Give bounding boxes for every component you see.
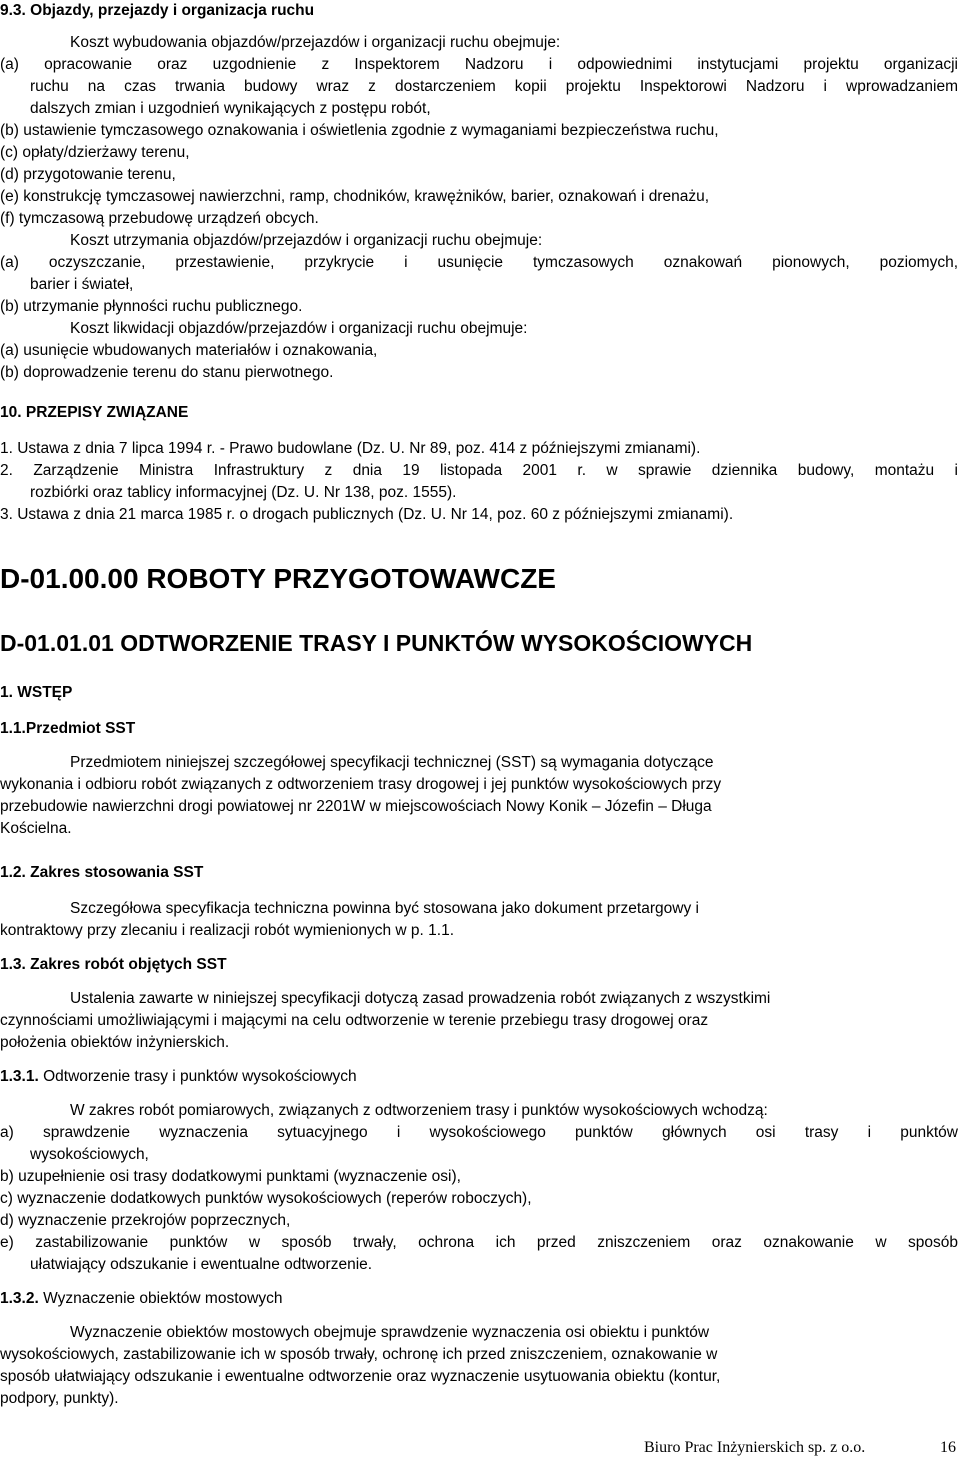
list-item: b) uzupełnienie osi trasy dodatkowymi punktami (wyznaczenie osi),: [0, 1168, 461, 1185]
list-item: a) sprawdzenie wyznaczenia sytuacyjnego i wysokościowego punktów głównych osi trasy i punktów: [0, 1124, 958, 1141]
chapter-heading: D-01.00.00 ROBOTY PRZYGOTOWAWCZE: [0, 563, 556, 594]
section-heading-1-3-2: [0, 1288, 282, 1310]
paragraph-line: wykonania i odbioru robót związanych z odtworzeniem trasy drogowej i jej punktów wysokościowych przy: [0, 776, 722, 793]
list-item: (a) usunięcie wbudowanych materiałów i oznakowania,: [0, 342, 378, 359]
subchapter-heading: D-01.01.01 ODTWORZENIE TRASY I PUNKTÓW WYSOKOŚCIOWYCH: [0, 630, 753, 656]
footer-company: Biuro Prac Inżynierskich sp. z o.o.: [644, 1439, 866, 1456]
reference-item: 2. Zarządzenie Ministra Infrastruktury z dnia 19 listopada 2001 r. w sprawie dziennika budowy, montażu i: [0, 462, 958, 479]
list-item: c) wyznaczenie dodatkowych punktów wysokościowych (reperów roboczych),: [0, 1190, 532, 1207]
list-item: (d) przygotowanie terenu,: [0, 166, 176, 183]
list-item: (c) opłaty/dzierżawy terenu,: [0, 144, 190, 161]
list-item: (b) doprowadzenie terenu do stanu pierwotnego.: [0, 364, 334, 381]
paragraph-line: podpory, punkty).: [0, 1390, 119, 1407]
paragraph-intro: Koszt likwidacji objazdów/przejazdów i organizacji ruchu obejmuje:: [70, 320, 528, 337]
list-item-continuation: ruchu na czas trwania budowy wraz z dostarczeniem kopii projektu Inspektorowi Nadzoru i wprowadzaniem: [30, 78, 958, 95]
list-item-continuation: wysokościowych,: [30, 1146, 149, 1163]
list-item: (b) utrzymanie płynności ruchu publicznego.: [0, 298, 303, 315]
section-number: 1.3.1.: [0, 1068, 39, 1085]
paragraph-line: kontraktowy przy zlecaniu i realizacji robót wymienionych w p. 1.1.: [0, 922, 454, 939]
paragraph-line: czynnościami umożliwiającymi i mającymi na celu odtworzenie w terenie przebiegu trasy drogowej oraz: [0, 1012, 709, 1029]
reference-item: 3. Ustawa z dnia 21 marca 1985 r. o drogach publicznych (Dz. U. Nr 14, poz. 60 z późniejszymi zmianami).: [0, 506, 734, 523]
list-item-continuation: dalszych zmian i uzgodnień wynikających z postępu robót,: [30, 100, 431, 117]
paragraph-line: wysokościowych, zastabilizowanie ich w sposób trwały, ochronę ich przed zniszczeniem, oznakowanie w: [0, 1346, 718, 1363]
section-heading-1-1: 1.1.Przedmiot SST: [0, 720, 136, 737]
paragraph-intro: Koszt utrzymania objazdów/przejazdów i organizacji ruchu obejmuje:: [70, 232, 543, 249]
section-title: Wyznaczenie obiektów mostowych: [38, 1290, 283, 1307]
paragraph-intro: W zakres robót pomiarowych, związanych z odtworzeniem trasy i punktów wysokościowych wchodzą:: [70, 1102, 768, 1119]
reference-item: 1. Ustawa z dnia 7 lipca 1994 r. - Prawo budowlane (Dz. U. Nr 89, poz. 414 z późniejszymi zmianami).: [0, 440, 701, 457]
section-heading-1-3: 1.3. Zakres robót objętych SST: [0, 956, 227, 973]
paragraph-line: położenia obiektów inżynierskich.: [0, 1034, 230, 1051]
section-title: Odtworzenie trasy i punktów wysokościowych: [38, 1068, 357, 1085]
list-item: (a) oczyszczanie, przestawienie, przykrycie i usunięcie tymczasowych oznakowań pionowych, poziomych,: [0, 254, 958, 271]
list-item-continuation: ułatwiający odszukanie i ewentualne odtworzenie.: [30, 1256, 373, 1273]
paragraph-line: przebudowie nawierzchni drogi powiatowej nr 2201W w miejscowościach Nowy Konik – Józefin – Długa: [0, 798, 712, 815]
list-item-continuation: barier i świateł,: [30, 276, 134, 293]
section-heading-9-3: 9.3. Objazdy, przejazdy i organizacja ruchu: [0, 2, 315, 19]
paragraph-line: Kościelna.: [0, 820, 72, 837]
list-item: (f) tymczasową przebudowę urządzeń obcych.: [0, 210, 319, 227]
footer-page-number: 16: [940, 1439, 956, 1456]
paragraph-line: sposób ułatwiający odszukanie i ewentualne odtworzenie oraz wyznaczenie usytuowania obiektu (kontur,: [0, 1368, 721, 1385]
paragraph-line: Wyznaczenie obiektów mostowych obejmuje sprawdzenie wyznaczenia osi obiektu i punktów: [70, 1324, 710, 1341]
reference-item-continuation: rozbiórki oraz tablicy informacyjnej (Dz. U. Nr 138, poz. 1555).: [30, 484, 457, 501]
section-number: 1.3.2.: [0, 1290, 39, 1307]
section-heading-wstep: 1. WSTĘP: [0, 684, 73, 701]
paragraph-line: Przedmiotem niniejszej szczegółowej specyfikacji technicznej (SST) są wymagania dotyczące: [70, 754, 714, 771]
list-item: (e) konstrukcję tymczasowej nawierzchni, ramp, chodników, krawężników, barier, oznakowań i drenażu,: [0, 188, 710, 205]
list-item: e) zastabilizowanie punktów w sposób trwały, ochrona ich przed zniszczeniem oraz oznakowanie w sposób: [0, 1234, 958, 1251]
section-heading-10: 10. PRZEPISY ZWIĄZANE: [0, 404, 189, 421]
paragraph-line: Szczegółowa specyfikacja techniczna powinna być stosowana jako dokument przetargowy i: [70, 900, 699, 917]
list-item: d) wyznaczenie przekrojów poprzecznych,: [0, 1212, 291, 1229]
list-item: (a) opracowanie oraz uzgodnienie z Inspektorem Nadzoru i odpowiednimi instytucjami projektu organizacji: [0, 56, 958, 73]
paragraph-line: Ustalenia zawarte w niniejszej specyfikacji dotyczą zasad prowadzenia robót związanych z wszystkimi: [70, 990, 771, 1007]
section-heading-1-3-1: [0, 1066, 357, 1088]
paragraph-intro: Koszt wybudowania objazdów/przejazdów i organizacji ruchu obejmuje:: [70, 34, 561, 51]
list-item: (b) ustawienie tymczasowego oznakowania i oświetlenia zgodnie z wymaganiami bezpieczeństwa ruchu,: [0, 122, 719, 139]
section-heading-1-2: 1.2. Zakres stosowania SST: [0, 864, 204, 881]
